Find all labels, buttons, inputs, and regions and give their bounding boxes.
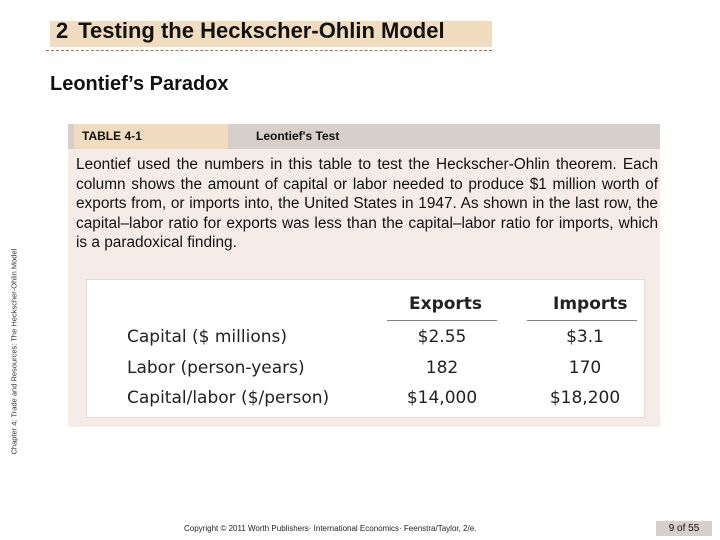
copyright-footer: Copyright © 2011 Worth Publishers· International Economics· Feenstra/Taylor, 2/e. [184,524,477,533]
table-body [68,149,660,427]
column-header-exports: Exports [409,294,483,314]
table-caption: Leontief's Test [256,129,340,143]
table-label: TABLE 4-1 [74,124,228,149]
title-divider [46,50,492,51]
page-number: 9 of 55 [668,523,700,534]
table-description: Leontief used the numbers in this table to test the Heckscher-Ohlin theorem. Each column shows the amount of capital or labor needed to produce $1 million worth of exports from, or imports into, the United States in 1947. As shown in the last row, the capital–labor ratio for exports was less than the capital–labor ratio for imports, which is a paradoxical finding. [76,156,658,252]
slide-title [56,18,445,44]
page-indicator [656,521,712,536]
row-label-labor: Labor (person-years) [127,358,305,378]
chapter-side-label: Chapter 4: Trade and Resources: The Heckscher-Ohlin Model [9,248,19,455]
column-rule-imports [527,320,637,321]
cell-ratio-exports: $14,000 [406,388,478,408]
cell-ratio-imports: $18,200 [549,388,621,408]
cell-labor-imports: 170 [568,358,602,378]
cell-labor-exports: 182 [425,358,459,378]
column-header-imports: Imports [553,294,628,314]
row-label-ratio: Capital/labor ($/person) [127,388,330,408]
cell-capital-exports: $2.55 [417,327,467,347]
slide-subtitle: Leontief’s Paradox [50,73,229,95]
section-number: 2 [56,18,69,43]
title-text: Testing the Heckscher-Ohlin Model [78,18,445,43]
cell-capital-imports: $3.1 [566,327,604,347]
data-table [86,279,645,418]
row-label-capital: Capital ($ millions) [127,327,287,347]
column-rule-exports [387,320,497,321]
table-header [68,124,660,149]
